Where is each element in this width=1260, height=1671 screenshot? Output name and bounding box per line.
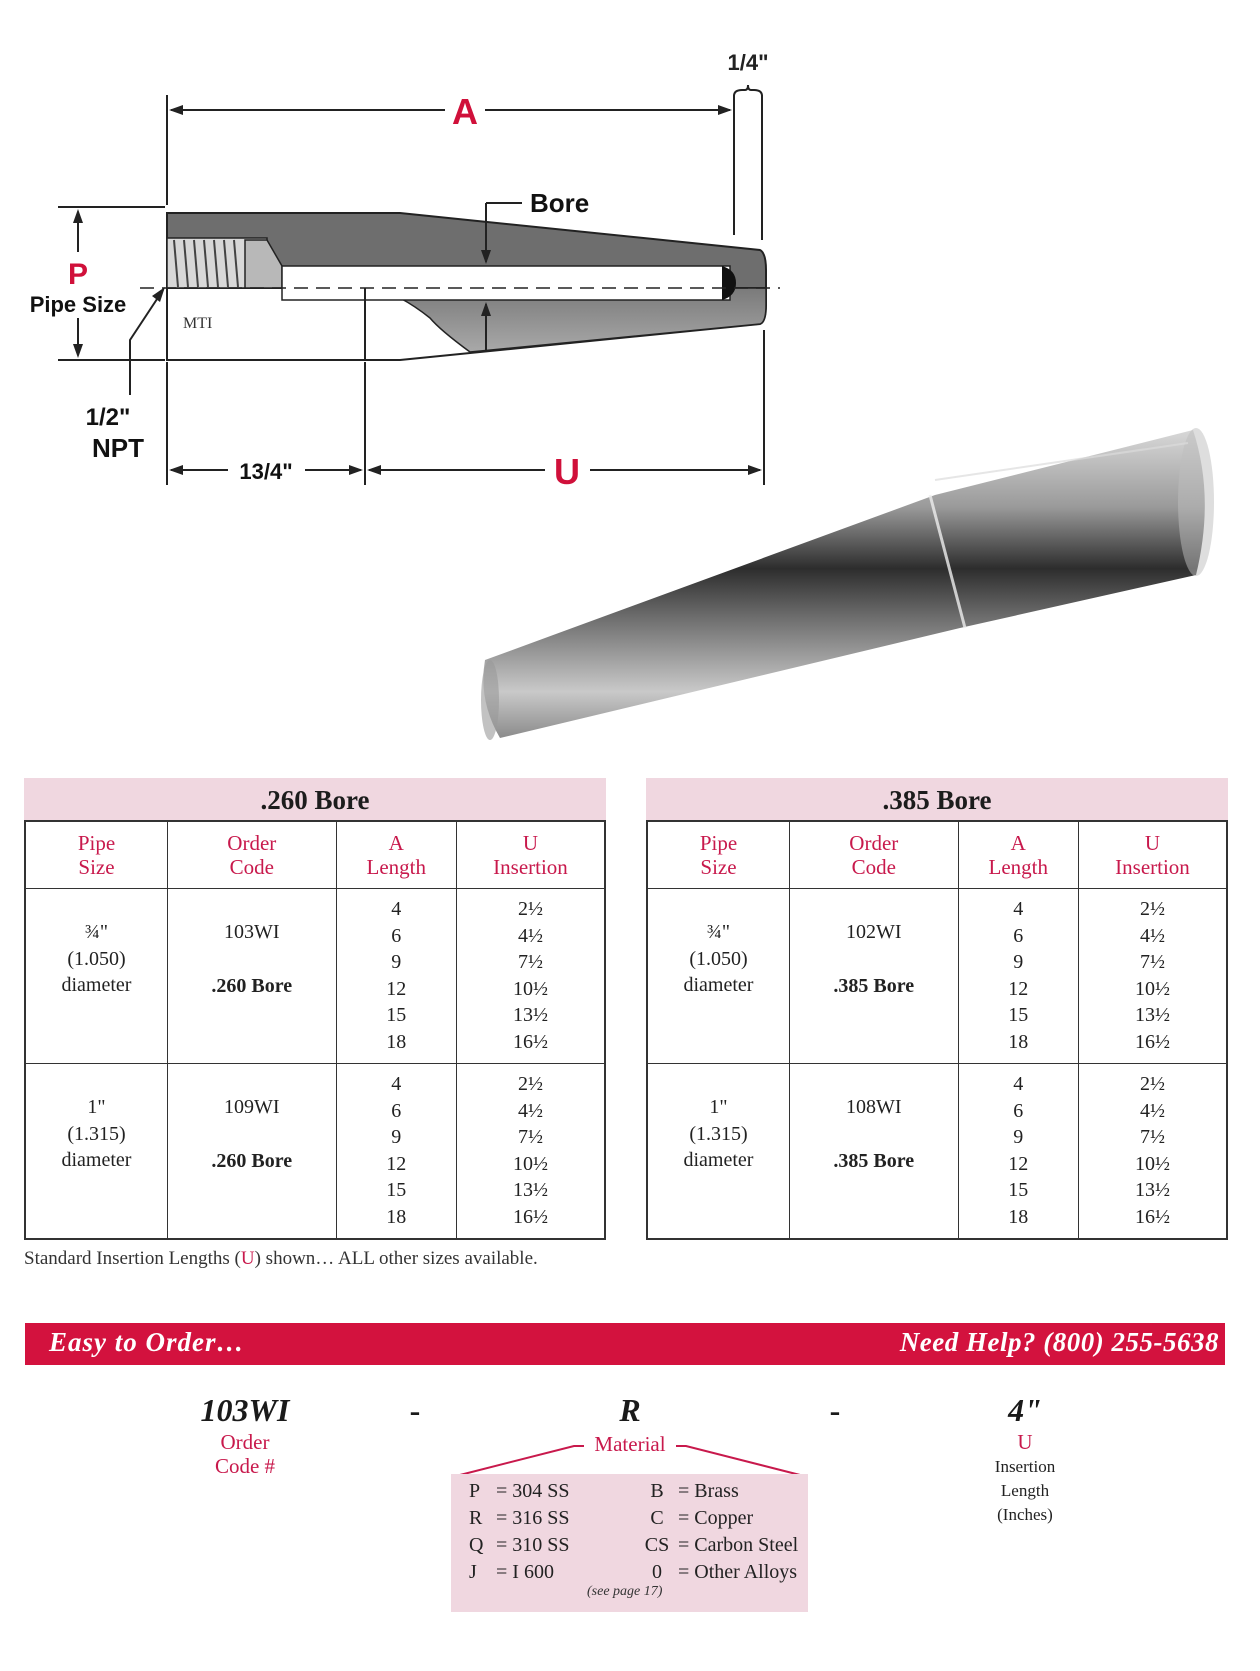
- dim-one-three-quarter-label: 13/4": [239, 459, 293, 484]
- easy-to-order-label: Easy to Order…: [49, 1327, 245, 1357]
- bore-label: Bore: [530, 188, 590, 218]
- pipe-size-cell: ¾" (1.050) diameter: [25, 889, 167, 1064]
- material-option: CS = Carbon Steel: [644, 1534, 799, 1556]
- thermowell-photo: [481, 428, 1214, 740]
- dash-separator: -: [829, 1392, 841, 1428]
- header-order-code: Order Code: [167, 821, 336, 889]
- pipe-size-cell: ¾" (1.050) diameter: [647, 889, 789, 1064]
- dim-u-label: U: [554, 451, 580, 492]
- material-option: 0 = Other Alloys: [652, 1561, 798, 1583]
- mti-label: MTI: [183, 315, 213, 332]
- spec-table: [646, 820, 1228, 1240]
- table-row: [25, 889, 605, 1064]
- pipe-size-cell: 1" (1.315) diameter: [25, 1064, 167, 1240]
- u-insertion-cell: 2½ 4½ 7½ 10½ 13½ 16½: [456, 1064, 605, 1240]
- table-385-bore: [646, 778, 1228, 1240]
- example-material-letter: R: [619, 1392, 641, 1428]
- order-bar: [25, 1323, 1225, 1365]
- a-length-cell: 4 6 9 12 15 18: [958, 889, 1078, 1064]
- order-code-cell: 103WI .260 Bore: [167, 889, 336, 1064]
- u-insertion-cell: 2½ 4½ 7½ 10½ 13½ 16½: [1078, 889, 1227, 1064]
- table-header-row: [25, 821, 605, 889]
- order-code-cell: 108WI .385 Bore: [789, 1064, 958, 1240]
- material-option: B = Brass: [650, 1480, 739, 1502]
- help-phone-label: Need Help? (800) 255-5638: [899, 1327, 1219, 1357]
- table-title: .385 Bore: [646, 778, 1228, 820]
- table-title: .260 Bore: [24, 778, 606, 820]
- header-u-insertion: U Insertion: [456, 821, 605, 889]
- table-260-bore: [24, 778, 606, 1240]
- dim-a-label: A: [452, 91, 478, 132]
- sizes-note: Standard Insertion Lengths (U) shown… ALL other sizes available.: [24, 1248, 538, 1269]
- order-code-cell: 109WI .260 Bore: [167, 1064, 336, 1240]
- pipe-size-label: Pipe Size: [29, 292, 127, 317]
- header-u-insertion: U Insertion: [1078, 821, 1227, 889]
- spec-table: [24, 820, 606, 1240]
- u-insertion-cell: 2½ 4½ 7½ 10½ 13½ 16½: [1078, 1064, 1227, 1240]
- table-header-row: [647, 821, 1227, 889]
- material-option: P = 304 SS: [469, 1480, 570, 1502]
- material-label: Material: [594, 1432, 666, 1456]
- header-pipe-size: Pipe Size: [25, 821, 167, 889]
- header-pipe-size: Pipe Size: [647, 821, 789, 889]
- table-row: [25, 1064, 605, 1240]
- material-option: C = Copper: [650, 1507, 754, 1529]
- pipe-size-cell: 1" (1.315) diameter: [647, 1064, 789, 1240]
- header-a-length: A Length: [958, 821, 1078, 889]
- insertion-length-label: Insertion Length (Inches): [994, 1457, 1056, 1524]
- npt-size-label: 1/2": [85, 404, 131, 431]
- order-code-label: Order Code #: [214, 1430, 276, 1478]
- see-page-note: (see page 17): [587, 1584, 663, 1599]
- u-label: U: [1017, 1430, 1033, 1454]
- table-row: [647, 889, 1227, 1064]
- material-option: J = I 600: [469, 1561, 554, 1583]
- thermowell-cross-section: [140, 213, 780, 360]
- material-option: R = 316 SS: [469, 1507, 570, 1529]
- thermowell-diagram: [0, 0, 1260, 760]
- u-insertion-cell: 2½ 4½ 7½ 10½ 13½ 16½: [456, 889, 605, 1064]
- example-order-code: 103WI: [200, 1392, 290, 1428]
- a-length-cell: 4 6 9 12 15 18: [958, 1064, 1078, 1240]
- header-order-code: Order Code: [789, 821, 958, 889]
- dim-quarter-label: 1/4": [727, 50, 769, 75]
- example-length: 4": [1008, 1392, 1042, 1428]
- order-code-cell: 102WI .385 Bore: [789, 889, 958, 1064]
- material-option: Q = 310 SS: [469, 1534, 570, 1556]
- table-row: [647, 1064, 1227, 1240]
- header-a-length: A Length: [336, 821, 456, 889]
- dimension-p: [30, 207, 165, 360]
- npt-label: NPT: [92, 433, 144, 463]
- dash-separator: -: [409, 1392, 421, 1428]
- material-options-box: [451, 1474, 808, 1612]
- a-length-cell: 4 6 9 12 15 18: [336, 889, 456, 1064]
- p-label: P: [67, 258, 89, 291]
- a-length-cell: 4 6 9 12 15 18: [336, 1064, 456, 1240]
